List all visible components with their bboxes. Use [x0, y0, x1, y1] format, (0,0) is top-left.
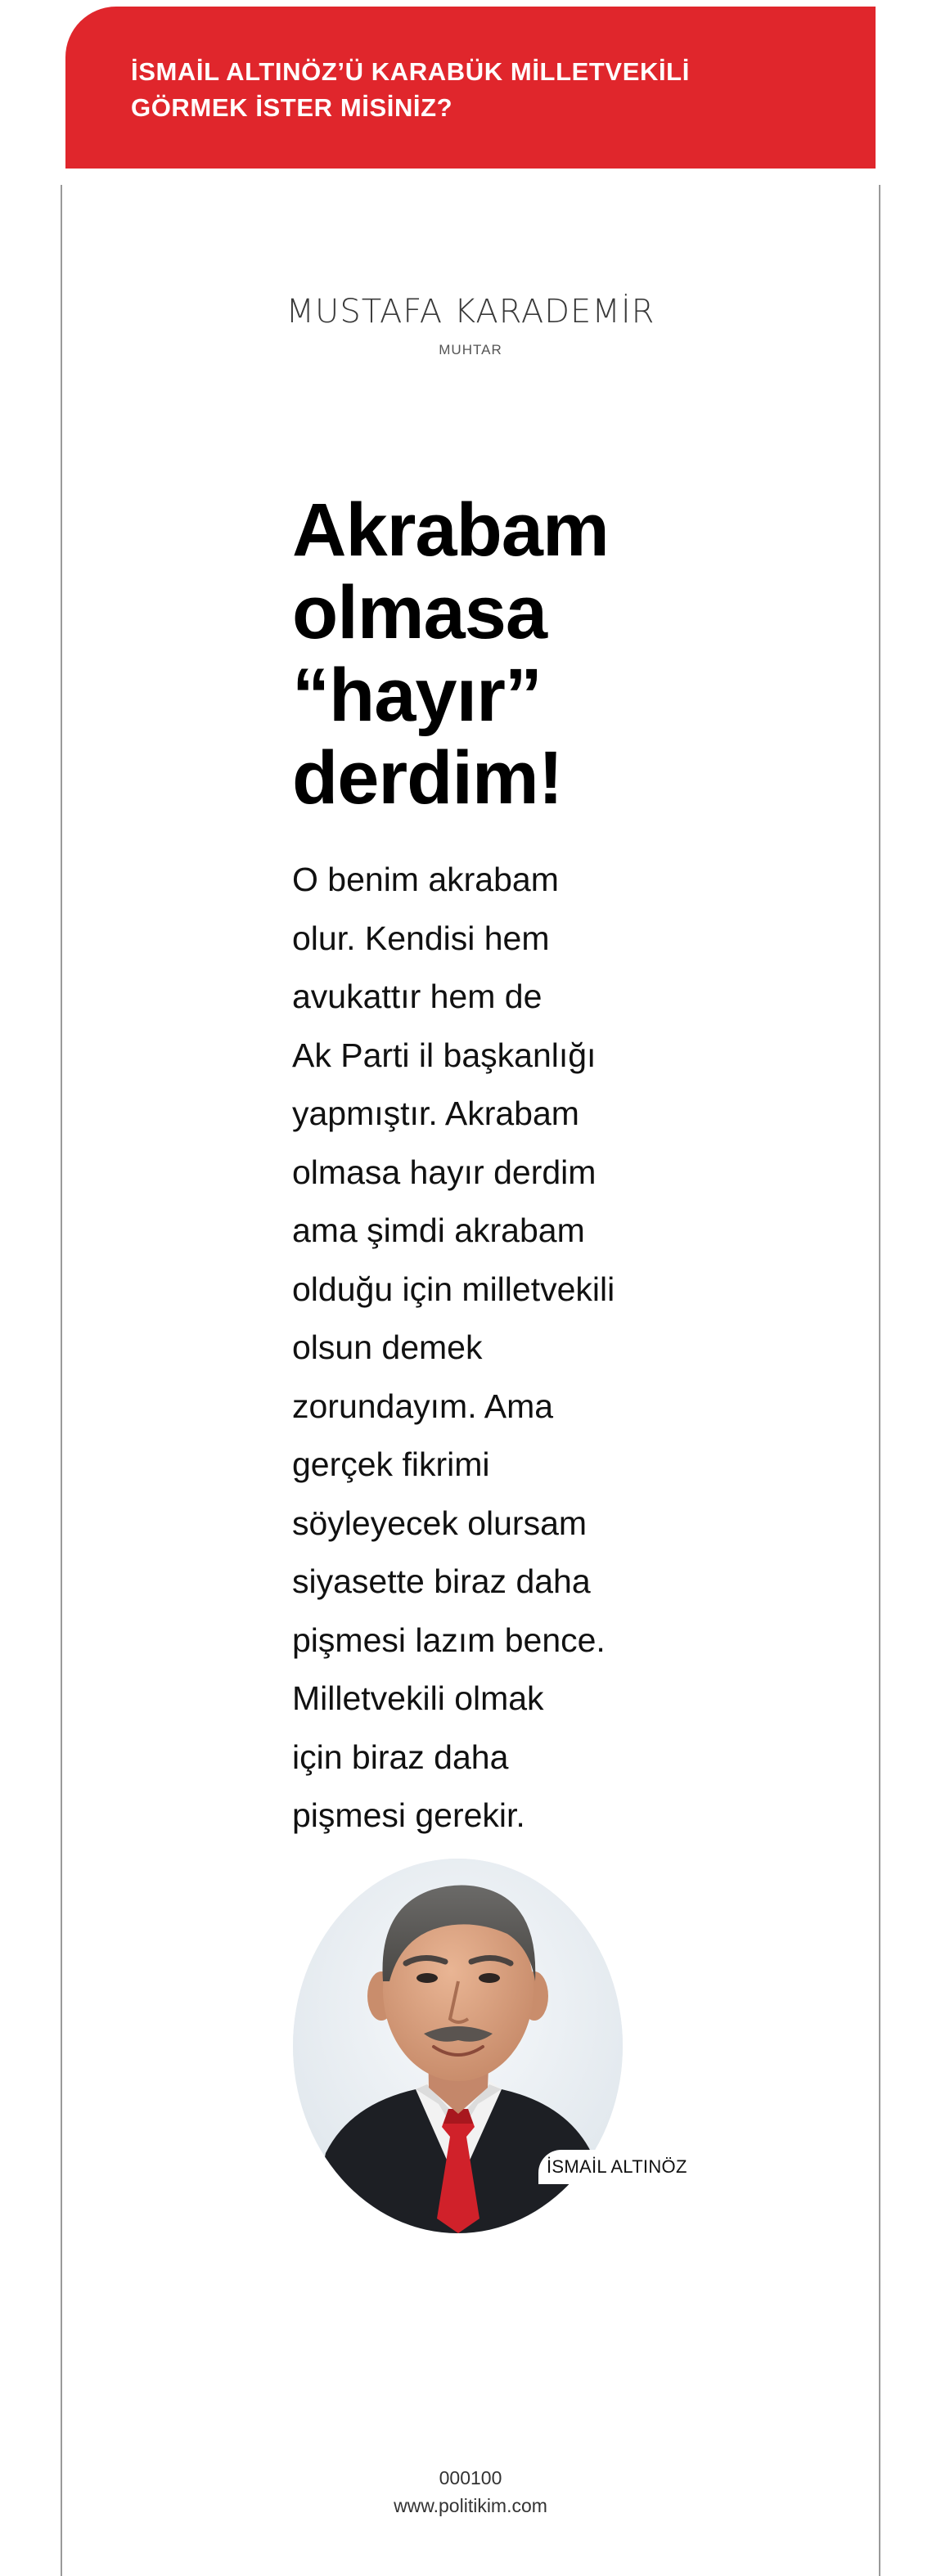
- body-line: zorundayım. Ama: [292, 1387, 554, 1425]
- headline-line-4: derdim!: [292, 736, 563, 820]
- body-line: pişmesi lazım bence.: [292, 1621, 606, 1659]
- headline-line-3: “hayır”: [292, 654, 542, 737]
- frame-right-border: [879, 185, 880, 2576]
- quote-headline: [292, 489, 644, 820]
- body-line: Milletvekili olmak: [292, 1679, 544, 1717]
- body-line: Ak Parti il başkanlığı: [292, 1036, 597, 1074]
- footer-url: www.politikim.com: [394, 2495, 547, 2516]
- quote-body: [292, 851, 669, 1845]
- body-line: siyasette biraz daha: [292, 1562, 591, 1600]
- banner-line-2: GÖRMEK İSTER MİSİNİZ?: [131, 93, 453, 122]
- body-line: pişmesi gerekir.: [292, 1796, 525, 1834]
- headline-line-2: olmasa: [292, 571, 547, 654]
- body-line: için biraz daha: [292, 1738, 509, 1776]
- author-name: MUSTAFA KARADEMİR: [286, 293, 655, 330]
- body-line: O benim akrabam: [292, 861, 559, 898]
- body-line: söyleyecek olursam: [292, 1504, 588, 1542]
- body-line: olduğu için milletvekili: [292, 1270, 615, 1308]
- body-line: avukattır hem de: [292, 978, 543, 1015]
- author-role: MUHTAR: [439, 342, 502, 357]
- body-line: olsun demek: [292, 1328, 483, 1366]
- question-banner: [65, 7, 876, 169]
- body-line: olur. Kendisi hem: [292, 919, 550, 957]
- headline-line-1: Akrabam: [292, 488, 609, 572]
- body-line: olmasa hayır derdim: [292, 1153, 597, 1191]
- photo-caption: İSMAİL ALTINÖZ: [538, 2150, 707, 2184]
- footer-code: 000100: [439, 2467, 502, 2488]
- body-line: gerçek fikrimi: [292, 1445, 490, 1483]
- banner-line-1: İSMAİL ALTINÖZ’Ü KARABÜK MİLLETVEKİLİ: [131, 57, 690, 86]
- body-line: ama şimdi akrabam: [292, 1212, 585, 1249]
- body-line: yapmıştır. Akrabam: [292, 1095, 579, 1132]
- frame-left-border: [61, 185, 62, 2576]
